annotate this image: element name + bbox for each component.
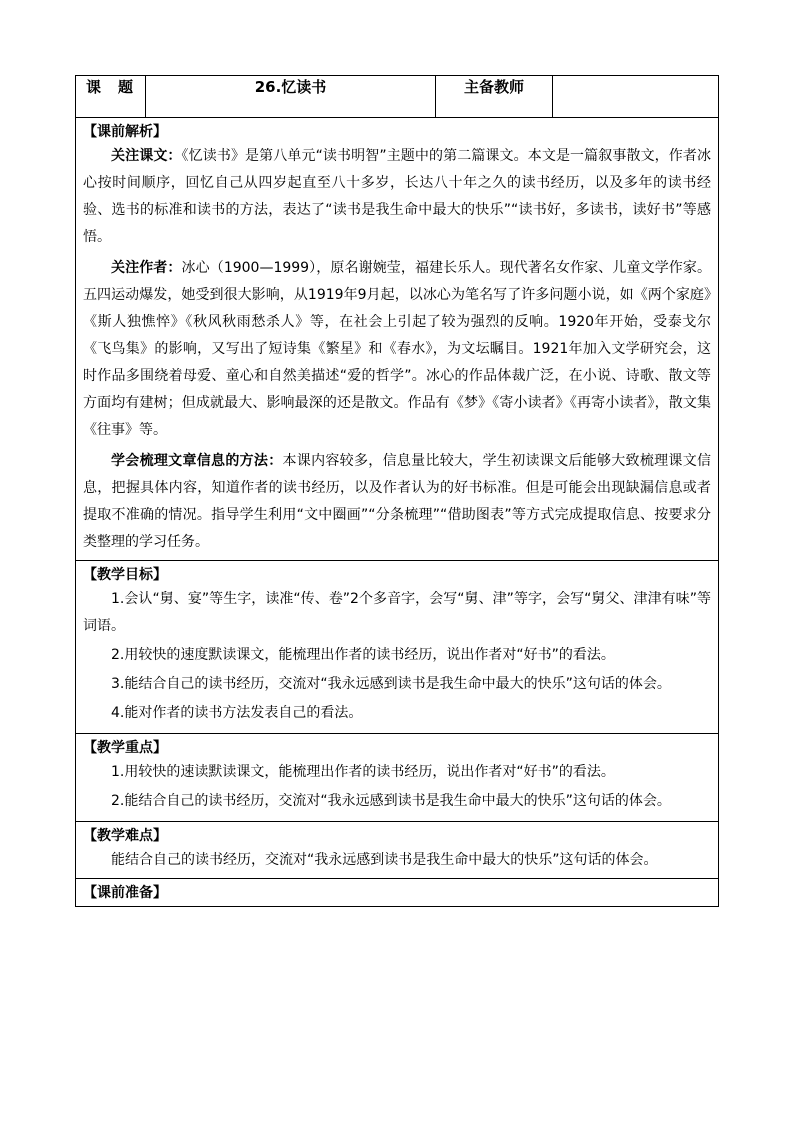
- objectives-heading: 【教学目标】: [83, 567, 167, 583]
- header-row: [76, 76, 719, 118]
- key-points-heading: 【教学重点】: [83, 740, 167, 756]
- teacher-value: [553, 76, 719, 118]
- difficulties-heading: 【教学难点】: [83, 828, 167, 844]
- objective-item: 2.用较快的速度默读课文，能梳理出作者的读书经历，说出作者对“好书”的看法。: [111, 647, 615, 663]
- objective-item: 1.会认“舅、宴”等生字，读准“传、卷”2个多音字，会写“舅、津”等字，会写“舅父、津津有味”等词语。: [83, 591, 711, 634]
- analysis-heading: 【课前解析】: [83, 124, 167, 140]
- lesson-plan-table: [75, 75, 719, 907]
- method-body: 本课内容较多，信息量比较大，学生初读课文后能够大致梳理课文信息，把握具体内容，知道作者的读书经历，以及作者认为的好书标准。但是可能会出现缺漏信息或者提取不准确的情况。指导学生利用“文中圈画”“分条梳理”“借助图表”等方式完成提取信息、按要求分类整理的学习任务。: [83, 453, 712, 550]
- difficulties-row: [76, 822, 719, 879]
- teacher-label: 主备教师: [436, 76, 553, 118]
- key-point-item: 2.能结合自己的读书经历，交流对“我永远感到读书是我生命中最大的快乐”这句话的体会。: [111, 793, 671, 809]
- objectives-row: [76, 561, 719, 734]
- topic-label: 课 题: [76, 76, 146, 118]
- difficulties-section: [76, 822, 719, 879]
- key-points-section: [76, 734, 719, 822]
- lesson-title: 26.忆读书: [146, 76, 436, 118]
- objective-item: 4.能对作者的读书方法发表自己的看法。: [111, 705, 363, 721]
- analysis-row: [76, 118, 719, 561]
- preparation-section: [76, 879, 719, 907]
- author-paragraph: [83, 255, 711, 444]
- objectives-section: [76, 561, 719, 734]
- key-point-item: 1.用较快的速读默读课文，能梳理出作者的读书经历，说出作者对“好书”的看法。: [111, 764, 615, 780]
- author-lead: 关注作者：: [111, 260, 182, 276]
- preparation-heading: 【课前准备】: [83, 885, 167, 901]
- difficulty-text: 能结合自己的读书经历，交流对“我永远感到读书是我生命中最大的快乐”这句话的体会。: [111, 852, 658, 868]
- key-points-row: [76, 734, 719, 822]
- analysis-paragraph-text: [83, 143, 711, 251]
- analysis-section: [76, 118, 719, 561]
- preparation-row: [76, 879, 719, 907]
- author-body: 冰心（1900—1999），原名谢婉莹，福建长乐人。现代著名女作家、儿童文学作家。五四运动爆发，她受到很大影响，从1919年9月起，以冰心为笔名写了许多问题小说，如《两个家庭》《斯人独憔悴》《秋风秋雨愁杀人》等，在社会上引起了较为强烈的反响。1920年开始，受泰戈尔《飞鸟集》的影响，又写出了短诗集《繁星》和《春水》，为文坛瞩目。1921年加入文学研究会，这时作品多围绕着母爱、童心和自然美描述“爱的哲学”。冰心的作品体裁广泛，在小说、诗歌、散文等方面均有建树；但成就最大、影响最深的还是散文。作品有《梦》《寄小读者》《再寄小读者》，散文集《往事》等。: [83, 260, 712, 438]
- method-paragraph: [83, 448, 711, 556]
- analysis-lead-text: 关注课文：: [111, 148, 182, 164]
- method-lead: 学会梳理文章信息的方法：: [111, 453, 283, 469]
- objective-item: 3.能结合自己的读书经历，交流对“我永远感到读书是我生命中最大的快乐”这句话的体会。: [111, 676, 671, 692]
- analysis-body-text: 《忆读书》是第八单元“读书明智”主题中的第二篇课文。本文是一篇叙事散文，作者冰心按时间顺序，回忆自己从四岁起直至八十多岁，长达八十年之久的读书经历，以及多年的读书经验、选书的标准和读书的方法，表达了“读书是我生命中最大的快乐”“读书好，多读书，读好书”等感悟。: [83, 148, 711, 245]
